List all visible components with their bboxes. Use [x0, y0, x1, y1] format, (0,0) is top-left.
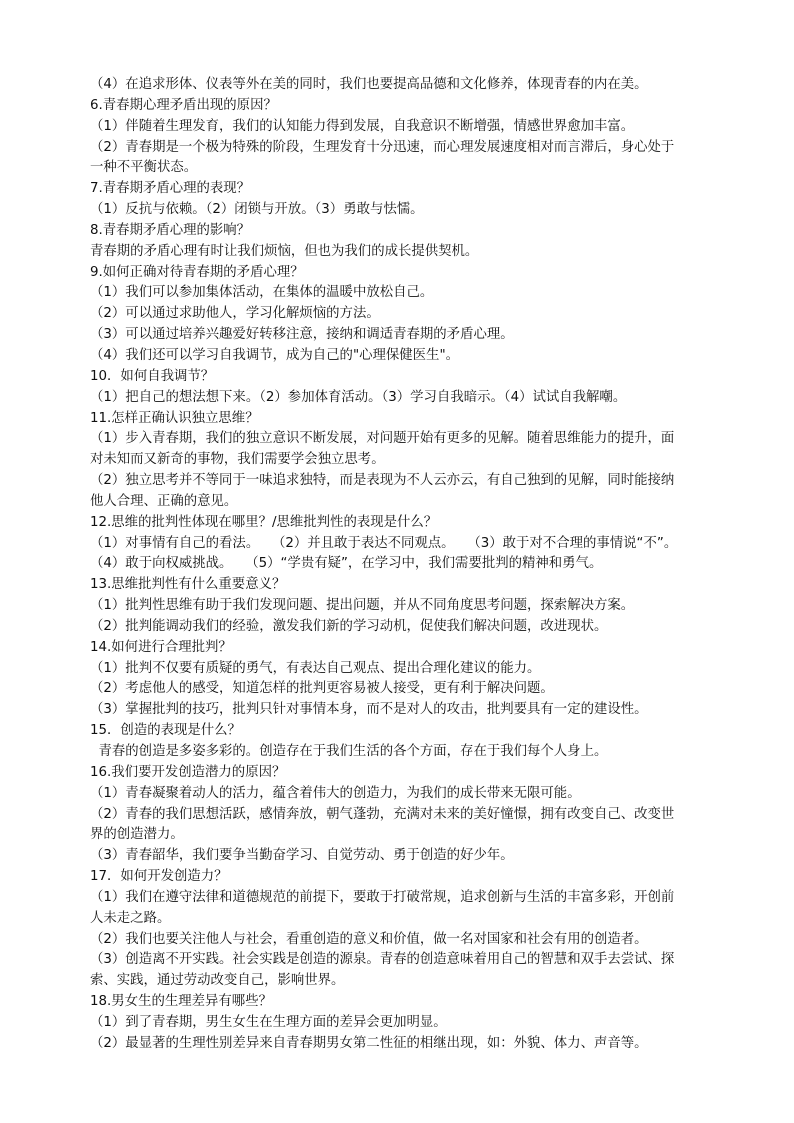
text-line: （1）青春凝聚着动人的活力，蕴含着伟大的创造力，为我们的成长带来无限可能。 — [90, 785, 581, 801]
text-line: 16.我们要开发创造潜力的原因？ — [90, 764, 286, 780]
text-line: （1）我们在遵守法律和道德规范的前提下，要敢于打破常规，追求创新与生活的丰富多彩，开创前 — [90, 889, 675, 905]
text-line: 6.青春期心理矛盾出现的原因？ — [90, 97, 277, 113]
text-line: 一种不平衡状态。 — [90, 160, 198, 176]
text-line: 青春的创造是多姿多彩的。创造存在于我们生活的各个方面，存在于我们每个人身上。 — [90, 744, 608, 759]
text-line: 索、实践，通过劳动改变自己，影响世界。 — [90, 973, 345, 989]
text-line: 界的创造潜力。 — [90, 827, 184, 843]
text-line: （1）步入青春期，我们的独立意识不断发展，对问题开始有更多的见解。随着思维能力的提升，面 — [90, 431, 675, 447]
text-line: （4）敢于向权威挑战。 （5）“学贵有疑”，在学习中，我们需要批判的精神和勇气。 — [90, 556, 603, 572]
text-line: 7.青春期矛盾心理的表现？ — [90, 181, 251, 197]
text-line: 15．创造的表现是什么？ — [90, 723, 241, 739]
text-line: （4）在追求形体、仪表等外在美的同时，我们也要提高品德和文化修养，体现青春的内在美。 — [90, 77, 648, 92]
text-line: 9.如何正确对待青春期的矛盾心理？ — [90, 264, 304, 280]
text-line: （1）我们可以参加集体活动，在集体的温暖中放松自己。 — [90, 285, 434, 301]
text-line: （4）我们还可以学习自我调节，成为自己的"心理保健医生"。 — [90, 347, 459, 363]
text-line: （1）对事情有自己的看法。 （2）并且敢于表达不同观点。 （3）敢于对不合理的事情说“不”。 — [90, 535, 678, 551]
text-line: （2）我们也要关注他人与社会，看重创造的意义和价值，做一名对国家和社会有用的创造者。 — [90, 931, 648, 947]
text-line: 12.思维的批判性体现在哪里？/思维批判性的表现是什么？ — [90, 514, 438, 530]
text-line: 10．如何自我调节？ — [90, 368, 215, 384]
text-line: 人未走之路。 — [90, 910, 171, 926]
text-line: （2）青春期是一个极为特殊的阶段，生理发育十分迅速，而心理发展速度相对而言滞后，身心处于 — [90, 139, 675, 155]
text-line: 17．如何开发创造力？ — [90, 869, 228, 885]
text-line: （2）最显著的生理性别差异来自青春期男女第二性征的相继出现，如：外貌、体力、声音等。 — [90, 1035, 648, 1051]
text-line: （2）独立思考并不等同于一味追求独特，而是表现为不人云亦云，有自己独到的见解，同时能接纳 — [90, 473, 675, 489]
text-line: （1）把自己的想法想下来。（2）参加体育活动。（3）学习自我暗示。（4）试试自我解嘲。 — [90, 389, 627, 405]
text-line: （1）反抗与依赖。（2）闭锁与开放。（3）勇敢与怯懦。 — [90, 202, 424, 218]
text-line: （3）创造离不开实践。社会实践是创造的源泉。青春的创造意味着用自己的智慧和双手去尝试、探 — [90, 952, 675, 968]
text-line: （2）批判能调动我们的经验，激发我们新的学习动机，促使我们解决问题，改进现状。 — [90, 618, 608, 634]
text-line: 11.怎样正确认识独立思维？ — [90, 410, 259, 426]
text-line: （2）青春的我们思想活跃，感情奔放，朝气蓬勃，充满对未来的美好憧憬，拥有改变自己、改变世 — [90, 806, 675, 822]
text-line: （2）考虑他人的感受，知道怎样的批判更容易被人接受，更有利于解决问题。 — [90, 681, 554, 697]
text-line: 13.思维批判性有什么重要意义？ — [90, 577, 286, 593]
text-line: （3）掌握批判的技巧，批判只针对事情本身，而不是对人的攻击，批判要具有一定的建设性。 — [90, 702, 648, 718]
text-line: 14.如何进行合理批判？ — [90, 639, 232, 655]
document-body — [90, 75, 706, 1055]
text-line: 青春期的矛盾心理有时让我们烦恼，但也为我们的成长提供契机。 — [90, 243, 479, 259]
text-line: 8.青春期矛盾心理的影响？ — [90, 222, 251, 238]
text-line: （1）批判性思维有助于我们发现问题、提出问题，并从不同角度思考问题，探索解决方案。 — [90, 598, 635, 614]
text-line: （1）到了青春期，男生女生在生理方面的差异会更加明显。 — [90, 1014, 447, 1030]
text-line: （1）批判不仅要有质疑的勇气，有表达自己观点、提出合理化建议的能力。 — [90, 660, 541, 676]
text-line: 18.男女生的生理差异有哪些？ — [90, 994, 272, 1010]
text-line: 他人合理、正确的意见。 — [90, 493, 238, 509]
text-line: （3）青春韶华，我们要争当勤奋学习、自觉劳动、勇于创造的好少年。 — [90, 848, 514, 864]
text-line: （3）可以通过培养兴趣爱好转移注意，接纳和调适青春期的矛盾心理。 — [90, 327, 514, 343]
text-line: （1）伴随着生理发育，我们的认知能力得到发展，自我意识不断增强，情感世界愈加丰富。 — [90, 118, 635, 134]
text-line: （2）可以通过求助他人，学习化解烦恼的方法。 — [90, 306, 380, 322]
text-line: 对未知而又新奇的事物，我们需要学会独立思考。 — [90, 452, 385, 468]
